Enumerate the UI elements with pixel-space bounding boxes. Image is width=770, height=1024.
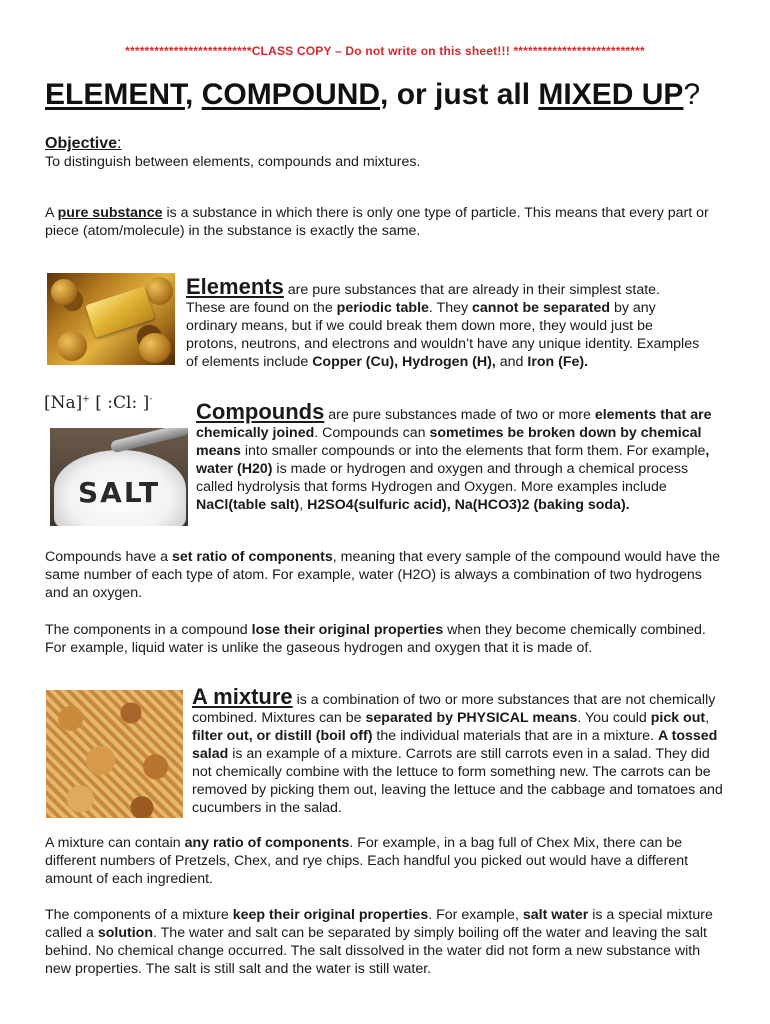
pure-text-1: A	[45, 205, 58, 221]
lose-properties-term: lose their original properties	[251, 622, 444, 638]
class-copy-banner: **************************CLASS COPY – Do not write on this sheet!!! ***************************	[125, 44, 645, 58]
ratio-text-2: , meaning that every sample of the compound would have the same number of each type of atom. For example, water (H2O) is always a combination of two hydrogens and an oxygen.	[45, 549, 721, 601]
elements-heading: Elements	[186, 274, 284, 299]
lose-text-1: The components in a compound	[45, 622, 252, 638]
pure-substance-paragraph	[45, 204, 725, 240]
salt-pile-image	[50, 428, 188, 526]
chemically-joined-term: elements that are chemically joined	[196, 407, 712, 441]
iron-example: Iron (Fe).	[527, 354, 589, 370]
compounds-text-d: is made or hydrogen and oxygen and through a chemical process called hydrolysis that forms Hydrogen and Oxygen. More examples include	[196, 461, 689, 495]
lose-text-2: when they become chemically combined. For example, liquid water is unlike the gaseous hydrogen and oxygen that it is made of.	[45, 622, 706, 656]
objective-label: Objective	[45, 135, 118, 152]
mixture-text-c: the individual materials that are in a mixture.	[372, 728, 658, 744]
any-ratio-text-1: A mixture can contain	[45, 835, 185, 851]
nacl-lewis-formula	[44, 393, 152, 413]
elements-text-d: by any ordinary means, but if we could break them down more, they would just be protons, neutrons, and electrons and wouldn’t have any unique identity. Examples of elements include	[186, 300, 700, 370]
title-sep-2: , or just all	[380, 78, 539, 111]
mixture-text-a: is a combination of two or more substances that are not chemically combined. Mixtures can be	[192, 692, 716, 726]
water-example: , water (H20)	[196, 443, 710, 477]
acid-baking-soda-examples: H2SO4(sulfuric acid), Na(HCO3)2 (baking soda).	[307, 497, 630, 513]
chemical-means-term: sometimes be broken down by chemical means	[196, 425, 702, 459]
pick-out-term: pick out	[650, 710, 706, 726]
pure-text-2: is a substance in which there is only one type of particle. This means that every part or piece (atom/molecule) in the substance is exactly the same.	[45, 205, 709, 239]
mixture-sep: ,	[705, 710, 710, 726]
periodic-table-term: periodic table	[336, 300, 429, 316]
set-ratio-paragraph	[45, 548, 725, 602]
compounds-paragraph	[196, 399, 726, 514]
any-ratio-text-2: . For example, in a bag full of Chex Mix, there can be different numbers of Pretzels, Chex, and rye chips. Each handful you picked out would have a different amount of each ingredient.	[45, 835, 689, 887]
table-salt-example: NaCl(table salt)	[196, 497, 300, 513]
set-ratio-term: set ratio of components	[171, 549, 333, 565]
tossed-salad-term: A tossed salad	[192, 728, 718, 762]
lose-properties-paragraph	[45, 621, 725, 657]
sodium-ion: [Na]	[44, 393, 83, 413]
mixture-paragraph	[192, 684, 728, 817]
any-ratio-paragraph	[45, 834, 725, 888]
chloride-ion: [ :Cl: ]	[95, 393, 150, 413]
element-examples: Copper (Cu), Hydrogen (H),	[312, 354, 496, 370]
title-mixed-up: MIXED UP	[538, 78, 684, 111]
title-element: ELEMENT	[45, 78, 186, 111]
keep-properties-term: keep their original properties	[232, 907, 429, 923]
compounds-heading: Compounds	[196, 399, 325, 424]
keep-properties-paragraph	[45, 906, 725, 978]
filter-distill-term: filter out, or distill (boil off)	[192, 728, 373, 744]
any-ratio-term: any ratio of components	[184, 835, 350, 851]
objective-text: To distinguish between elements, compounds and mixtures.	[45, 154, 421, 170]
keep-text-1: The components of a mixture	[45, 907, 233, 923]
page-title	[45, 78, 700, 112]
keep-text-4: . The water and salt can be separated by simply boiling off the water and leaving the salt behind. No chemical change occurred. The salt dissolved in the water did not form a new substance with new properties. The salt is still salt and the water is still water.	[45, 925, 707, 977]
mixture-heading: A mixture	[192, 684, 293, 709]
chex-mix-image	[46, 690, 183, 818]
elements-text-e: and	[495, 354, 528, 370]
gold-bars-image	[47, 273, 175, 365]
title-compound: COMPOUND	[201, 78, 381, 111]
cannot-be-separated-term: cannot be separated	[472, 300, 611, 316]
elements-paragraph	[186, 274, 706, 371]
ratio-text-1: Compounds have a	[45, 549, 172, 565]
compounds-text-b: . Compounds can	[314, 425, 430, 441]
keep-text-2: . For example,	[428, 907, 523, 923]
pure-substance-term: pure substance	[57, 205, 163, 221]
mixture-text-d: is an example of a mixture. Carrots are still carrots even in a salad. They did not chemically combine with the lettuce to form something new. The carrots can be removed by picking them out, leaving the lettuce and the cabbage and tomatoes and cucumbers in the salad.	[192, 746, 723, 816]
title-question-mark: ?	[683, 78, 701, 111]
chloride-charge: -	[149, 394, 153, 405]
elements-text-b: These are found on the	[186, 300, 337, 316]
title-sep-1: ,	[185, 78, 202, 111]
salt-water-term: salt water	[522, 907, 589, 923]
compounds-text-a: are pure substances made of two or more	[324, 407, 595, 423]
solution-term: solution	[97, 925, 154, 941]
objective-heading	[45, 135, 121, 153]
compounds-sep: ,	[299, 497, 308, 513]
objective-colon: :	[117, 135, 122, 152]
mixture-text-b: . You could	[577, 710, 651, 726]
keep-text-3: is a special mixture called a	[45, 907, 713, 941]
physical-means-term: separated by PHYSICAL means	[365, 710, 578, 726]
elements-text-c: . They	[428, 300, 473, 316]
sodium-charge: +	[82, 394, 90, 405]
compounds-text-c: into smaller compounds or into the elements that form them. For example	[240, 443, 706, 459]
elements-text-a: are pure substances that are already in their simplest state.	[283, 282, 660, 298]
salt-image-label: SALT	[78, 476, 161, 509]
